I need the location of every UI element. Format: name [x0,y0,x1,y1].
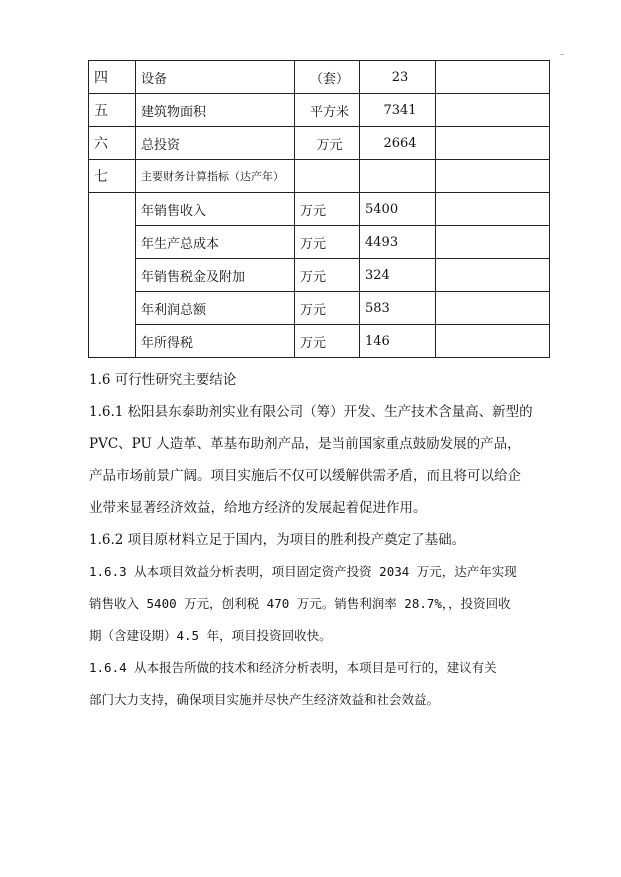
row-index: 五 [89,94,136,127]
header-rule [560,54,564,55]
table-row [89,127,550,160]
row-value: 324 [360,259,436,292]
row-unit [295,160,360,193]
row-unit: 万元 [295,292,360,325]
row-item: 设备 [136,61,295,94]
row-unit: 万元 [295,127,360,160]
row-note [436,94,550,127]
table-row [89,325,550,358]
row-unit: （套） [295,61,360,94]
row-item: 年销售收入 [136,193,295,226]
row-value: 4493 [360,226,436,259]
row-note [436,325,550,358]
table-row [89,94,550,127]
paragraph-4-line: 1.6.4 从本报告所做的技术和经济分析表明，本项目是可行的，建议有关 [89,660,497,675]
row-note [436,127,550,160]
row-unit: 万元 [295,259,360,292]
paragraph-1-line: 业带来显著经济效益，给地方经济的发展起着促进作用。 [89,500,427,516]
paragraph-2: 1.6.2 项目原材料立足于国内，为项目的胜利投产奠定了基础。 [89,532,466,548]
table-row [89,292,550,325]
paragraph-3-line: 1.6.3 从本项目效益分析表明，项目固定资产投资 2034 万元，达产年实现 [89,564,517,579]
row-value [360,160,436,193]
paragraph-1-line: 产品市场前景广阔。项目实施后不仅可以缓解供需矛盾，而且将可以给企 [89,468,521,484]
row-item: 建筑物面积 [136,94,295,127]
row-item: 年生产总成本 [136,226,295,259]
row-unit: 万元 [295,193,360,226]
table-row [89,61,550,94]
group-index-cell [89,193,136,358]
table-row [89,160,550,193]
row-item: 年利润总额 [136,292,295,325]
row-index: 七 [89,160,136,193]
row-unit: 万元 [295,226,360,259]
row-value: 146 [360,325,436,358]
row-value: 583 [360,292,436,325]
row-index: 六 [89,127,136,160]
paragraph-1-line: 1.6.1 松阳县东泰助剂实业有限公司（筹）开发、生产技术含量高、新型的 [89,404,533,420]
row-unit: 万元 [295,325,360,358]
row-value: 2664 [360,127,436,160]
row-note [436,292,550,325]
paragraph-3-line: 期（含建设期）4.5 年，项目投资回收快。 [89,628,332,643]
row-value: 7341 [360,94,436,127]
row-index: 四 [89,61,136,94]
row-item: 年销售税金及附加 [136,259,295,292]
row-value: 23 [360,61,436,94]
row-item: 年所得税 [136,325,295,358]
row-value: 5400 [360,193,436,226]
table-row [89,226,550,259]
indicator-table [88,60,550,358]
row-item: 总投资 [136,127,295,160]
row-note [436,61,550,94]
paragraph-1-line: PVC、PU 人造革、革基布助剂产品，是当前国家重点鼓励发展的产品， [89,436,521,452]
paragraph-3-line: 销售收入 5400 万元，创利税 470 万元。销售利润率 28.7%，，投资回收 [89,596,511,611]
table-row [89,259,550,292]
table-row [89,193,550,226]
row-note [436,226,550,259]
row-unit: 平方米 [295,94,360,127]
row-item: 主要财务计算指标（达产年） [136,160,295,193]
row-note [436,259,550,292]
section-heading: 1.6 可行性研究主要结论 [89,372,237,388]
row-note [436,193,550,226]
row-note [436,160,550,193]
paragraph-4-line: 部门大力支持，确保项目实施并尽快产生经济效益和社会效益。 [89,692,440,707]
conclusions-section [89,364,569,716]
